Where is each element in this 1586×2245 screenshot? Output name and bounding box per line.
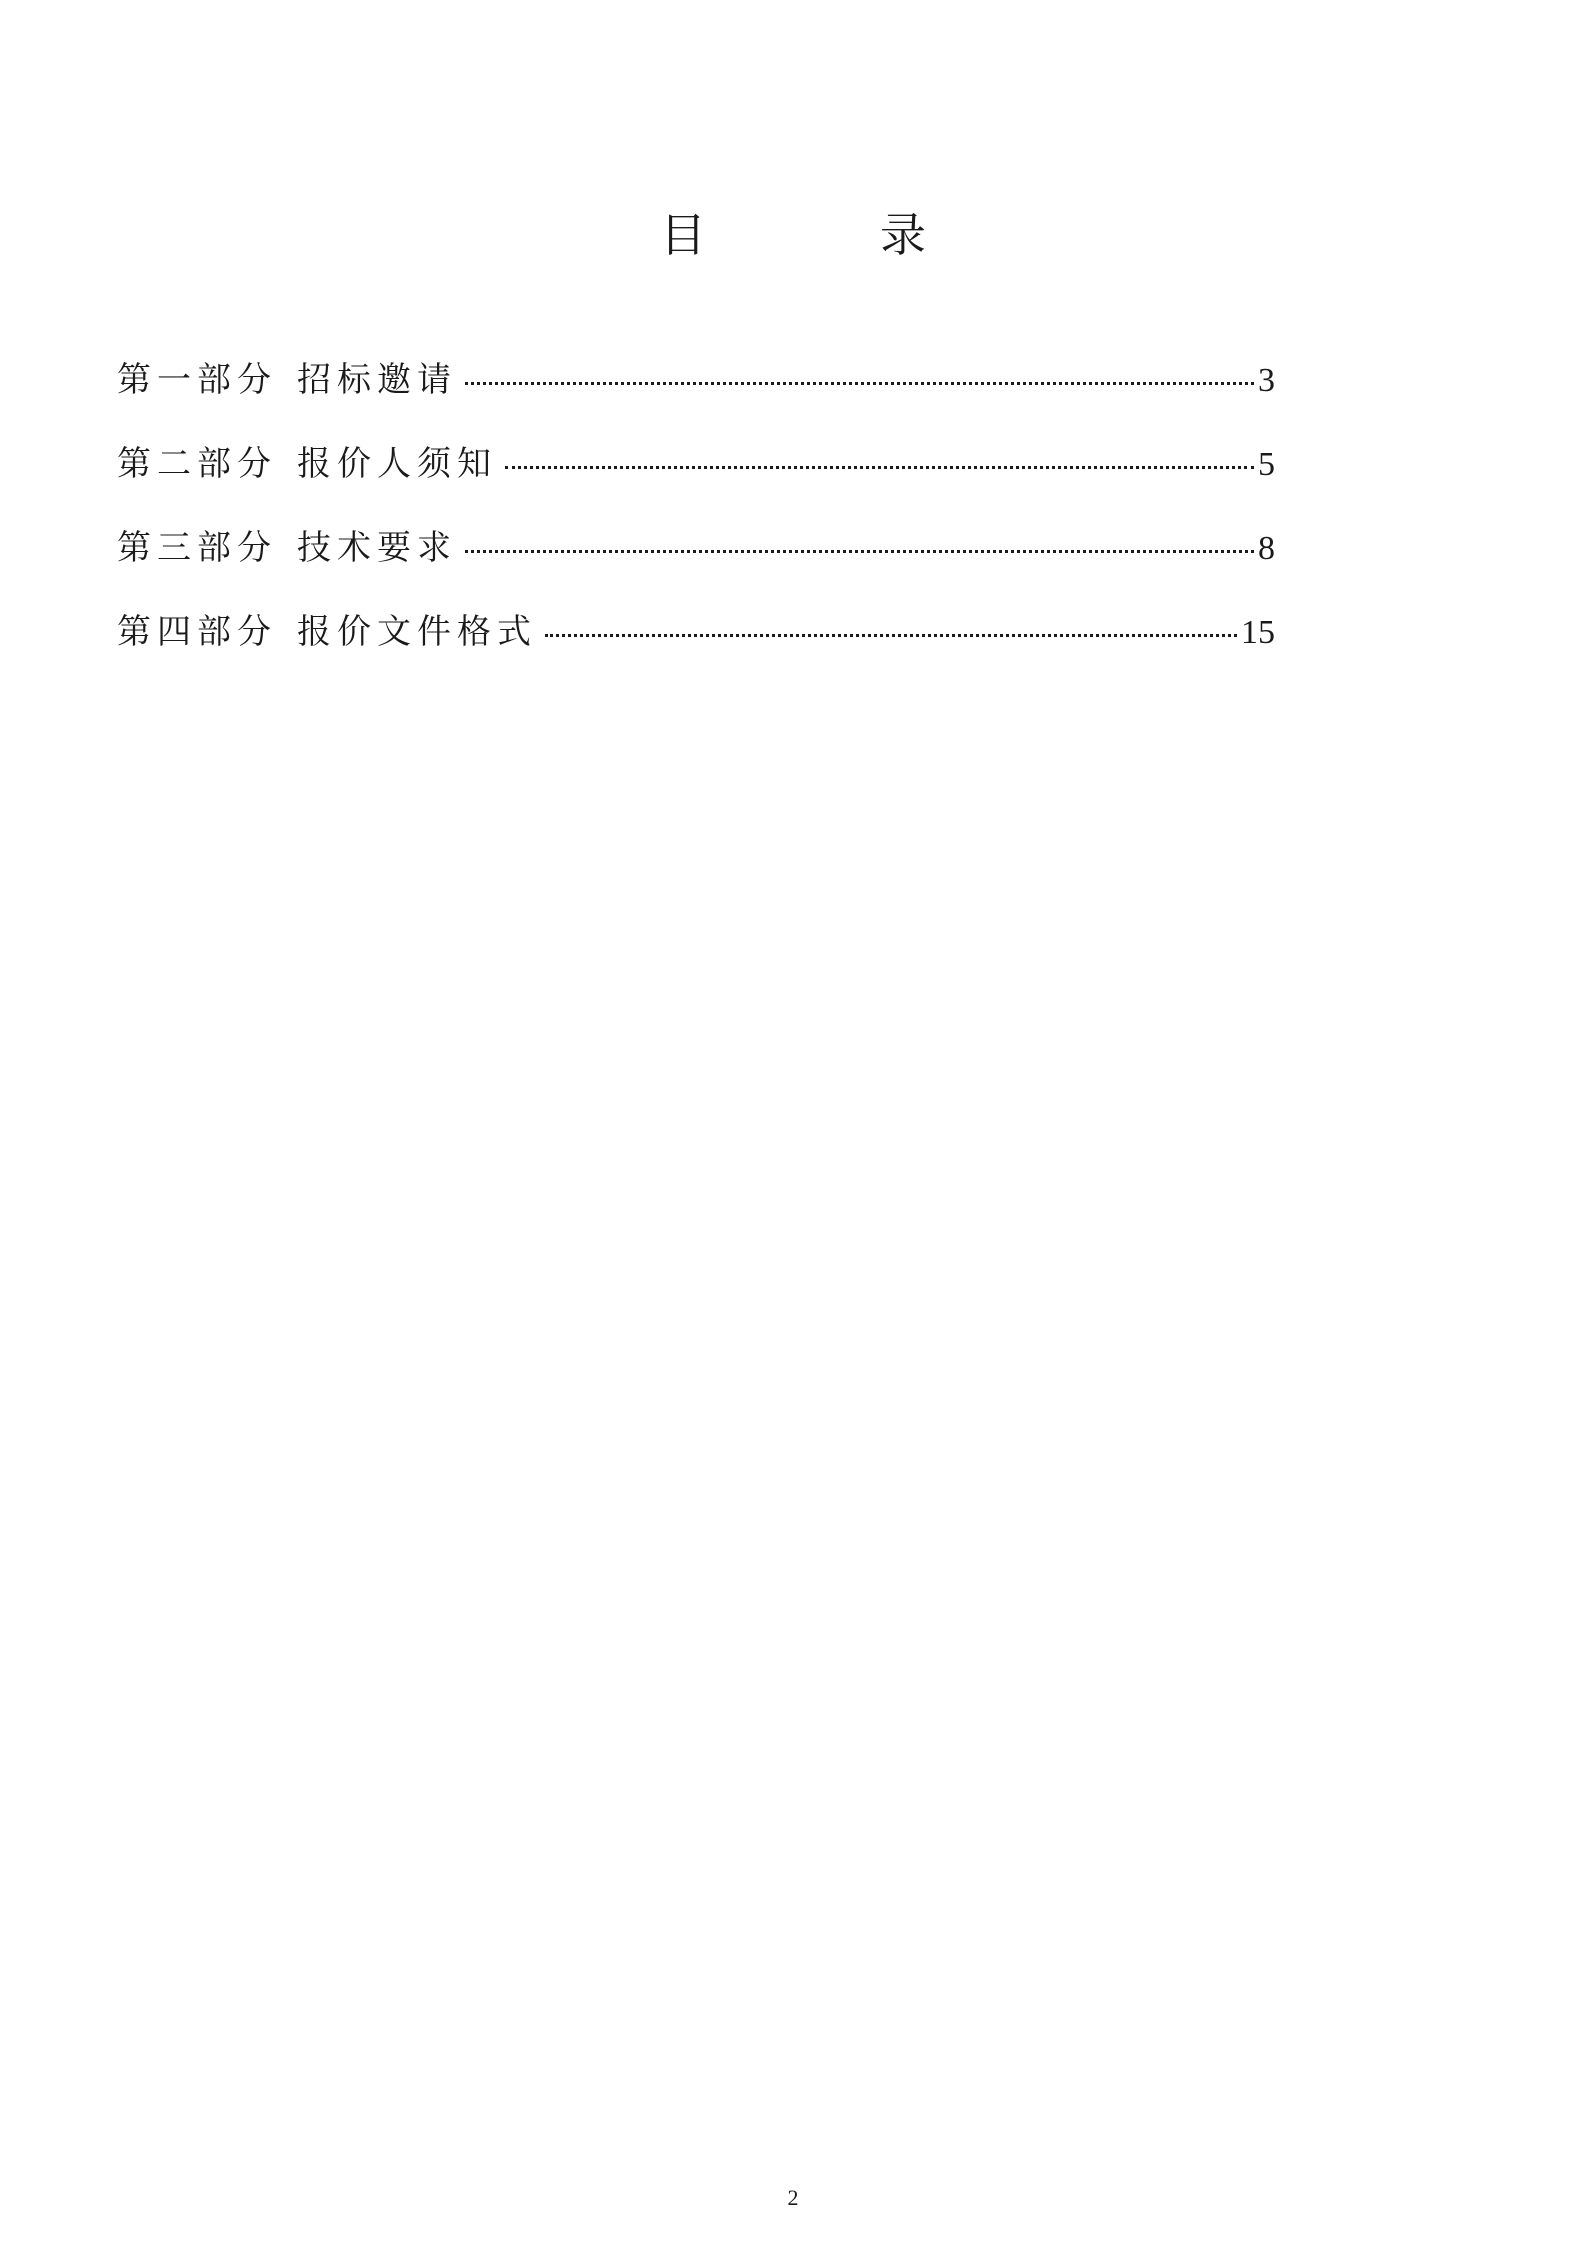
toc-page-number: 8 xyxy=(1258,530,1275,567)
toc-dot-leader xyxy=(545,634,1237,637)
page-footer-number: 2 xyxy=(787,2185,799,2210)
toc-section-name: 技术要求 xyxy=(297,528,457,568)
toc-dot-leader xyxy=(505,466,1254,469)
toc-section-name: 报价文件格式 xyxy=(297,612,537,652)
toc-entry-part-3[interactable] xyxy=(117,523,1275,607)
toc-part-label: 第一部分 xyxy=(117,360,277,400)
toc-dot-leader xyxy=(465,550,1254,553)
toc-part-label: 第二部分 xyxy=(117,444,277,484)
table-of-contents xyxy=(117,355,1275,691)
toc-part-label: 第四部分 xyxy=(117,612,277,652)
toc-entry-part-2[interactable] xyxy=(117,439,1275,523)
toc-entry-part-1[interactable] xyxy=(117,355,1275,439)
toc-dot-leader xyxy=(465,382,1254,385)
toc-page-number: 5 xyxy=(1258,446,1275,483)
toc-page-number: 3 xyxy=(1258,362,1275,399)
toc-section-name: 招标邀请 xyxy=(297,360,457,400)
toc-title: 目 录 xyxy=(660,208,990,262)
toc-page-number: 15 xyxy=(1241,614,1275,651)
toc-part-label: 第三部分 xyxy=(117,528,277,568)
toc-entry-part-4[interactable] xyxy=(117,607,1275,691)
toc-section-name: 报价人须知 xyxy=(297,444,497,484)
